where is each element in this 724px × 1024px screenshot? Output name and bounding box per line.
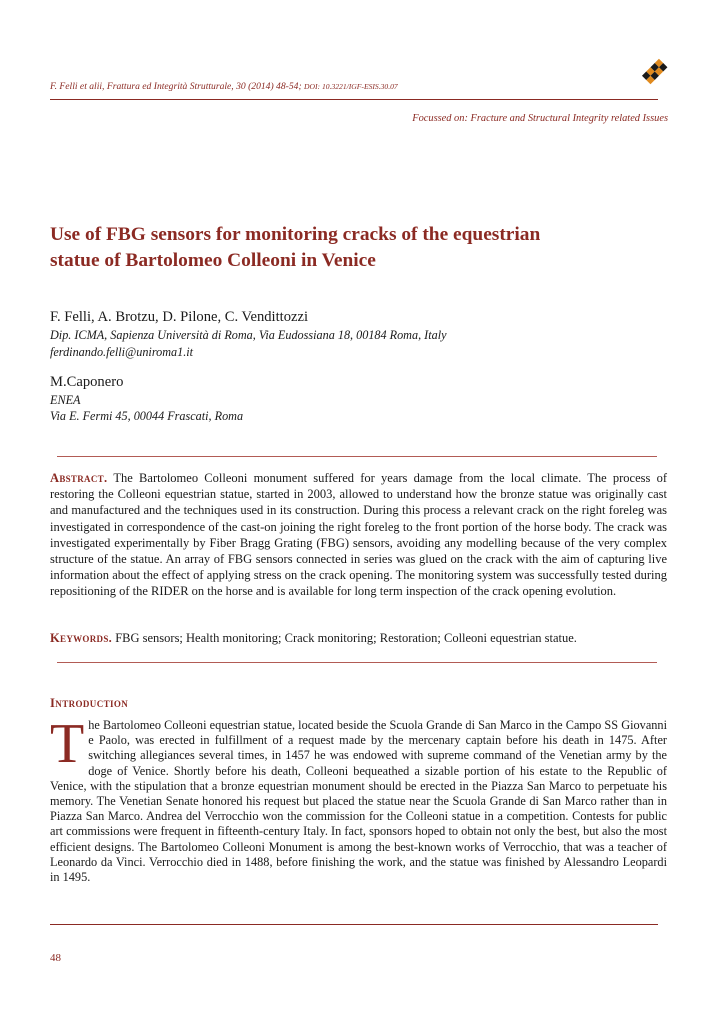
doi-text: DOI: 10.3221/IGF-ESIS.30.07 bbox=[304, 82, 398, 91]
abstract-label: Abstract. bbox=[50, 471, 108, 485]
header-rule bbox=[50, 99, 658, 100]
abstract bbox=[50, 470, 667, 600]
email-1: ferdinando.felli@uniroma1.it bbox=[50, 345, 194, 359]
authors-group-1: F. Felli, A. Brotzu, D. Pilone, C. Vendittozzi bbox=[50, 309, 309, 325]
journal-logo-icon bbox=[640, 58, 668, 92]
introduction-heading: Introduction bbox=[50, 696, 129, 710]
address-2: Via E. Fermi 45, 00044 Frascati, Roma bbox=[50, 409, 244, 423]
authors-group-2: M.Caponero bbox=[50, 374, 124, 390]
keywords-text: FBG sensors; Health monitoring; Crack monitoring; Restoration; Colleoni equestrian statue. bbox=[115, 631, 577, 645]
affiliation-1: Dip. ICMA, Sapienza Università di Roma, Via Eudossiana 18, 00184 Roma, Italy bbox=[50, 328, 447, 342]
focus-line: Focussed on: Fracture and Structural Integrity related Issues bbox=[412, 113, 668, 124]
affiliation-2: ENEA bbox=[50, 393, 81, 407]
keywords-label: Keywords. bbox=[50, 631, 113, 645]
journal-citation bbox=[50, 81, 398, 92]
page-number: 48 bbox=[50, 952, 61, 964]
citation-text: F. Felli et alii, Frattura ed Integrità Strutturale, 30 (2014) 48-54; bbox=[50, 81, 305, 92]
footer-rule bbox=[50, 924, 658, 925]
keywords-bottom-rule bbox=[57, 662, 657, 663]
drop-cap: T bbox=[50, 713, 85, 775]
abstract-top-rule bbox=[57, 456, 657, 457]
article-title: Use of FBG sensors for monitoring cracks of the equestrian statue of Bartolomeo Colleoni in Venice bbox=[50, 224, 541, 271]
abstract-text: The Bartolomeo Colleoni monument suffered for years damage from the local climate. The process of restoring the Colleoni equestrian statue, started in 2003, allowed to understand how the bronze statue was originally cast and manufactured and the techniques used in its construction. During this process a relevant crack on the right foreleg was investigated in correspondence of the cast-on joining the right foreleg to the front portion of the horse body. The crack was investigated experimentally by Fiber Bragg Grating (FBG) sensors, avoiding any modelling because of the very complex structure of the statue. An array of FBG sensors connected in series was glued on the crack with the aim of capturing live information about the effect of applying stress on the crack opening. The monitoring system was successfully tested during repositioning of the RIDER on the horse and is available for long term inspection of the crack opening evolution. bbox=[50, 471, 668, 599]
introduction-text: he Bartolomeo Colleoni equestrian statue, located beside the Scuola Grande di San Marco in the Campo SS Giovanni e Paolo, was erected in fulfillment of a request made by the mercenary captain before his death in 1475. After switching allegiances several times, in 1457 he was endowed with supreme command of the Venetian army by the doge of Venice. Shortly before his death, Colleoni bequeathed a sizable portion of his estate to the Republic of Venice, with the stipulation that a bronze equestrian monument should be erected in the Piazza San Marco to perpetuate his memory. The Venetian Senate honored his request but placed the statue near the Scuola Grande di San Marco rather than in Piazza San Marco. Andrea del Verrocchio won the commission for the Colleoni statue in a competition. Contests for public art commissions were frequent in fifteenth-century Italy. In fact, sponsors hoped to obtain not only the best, but also the most efficient designs. The Bartolomeo Colleoni Monument is among the best-known works of Verrocchio, that was a teacher of Leonardo da Vinci. Verrocchio died in 1488, before finishing the work, and the statue was finished by Alessandro Leopardi in 1495. bbox=[50, 718, 667, 885]
keywords bbox=[50, 631, 667, 646]
introduction-body bbox=[50, 713, 667, 885]
